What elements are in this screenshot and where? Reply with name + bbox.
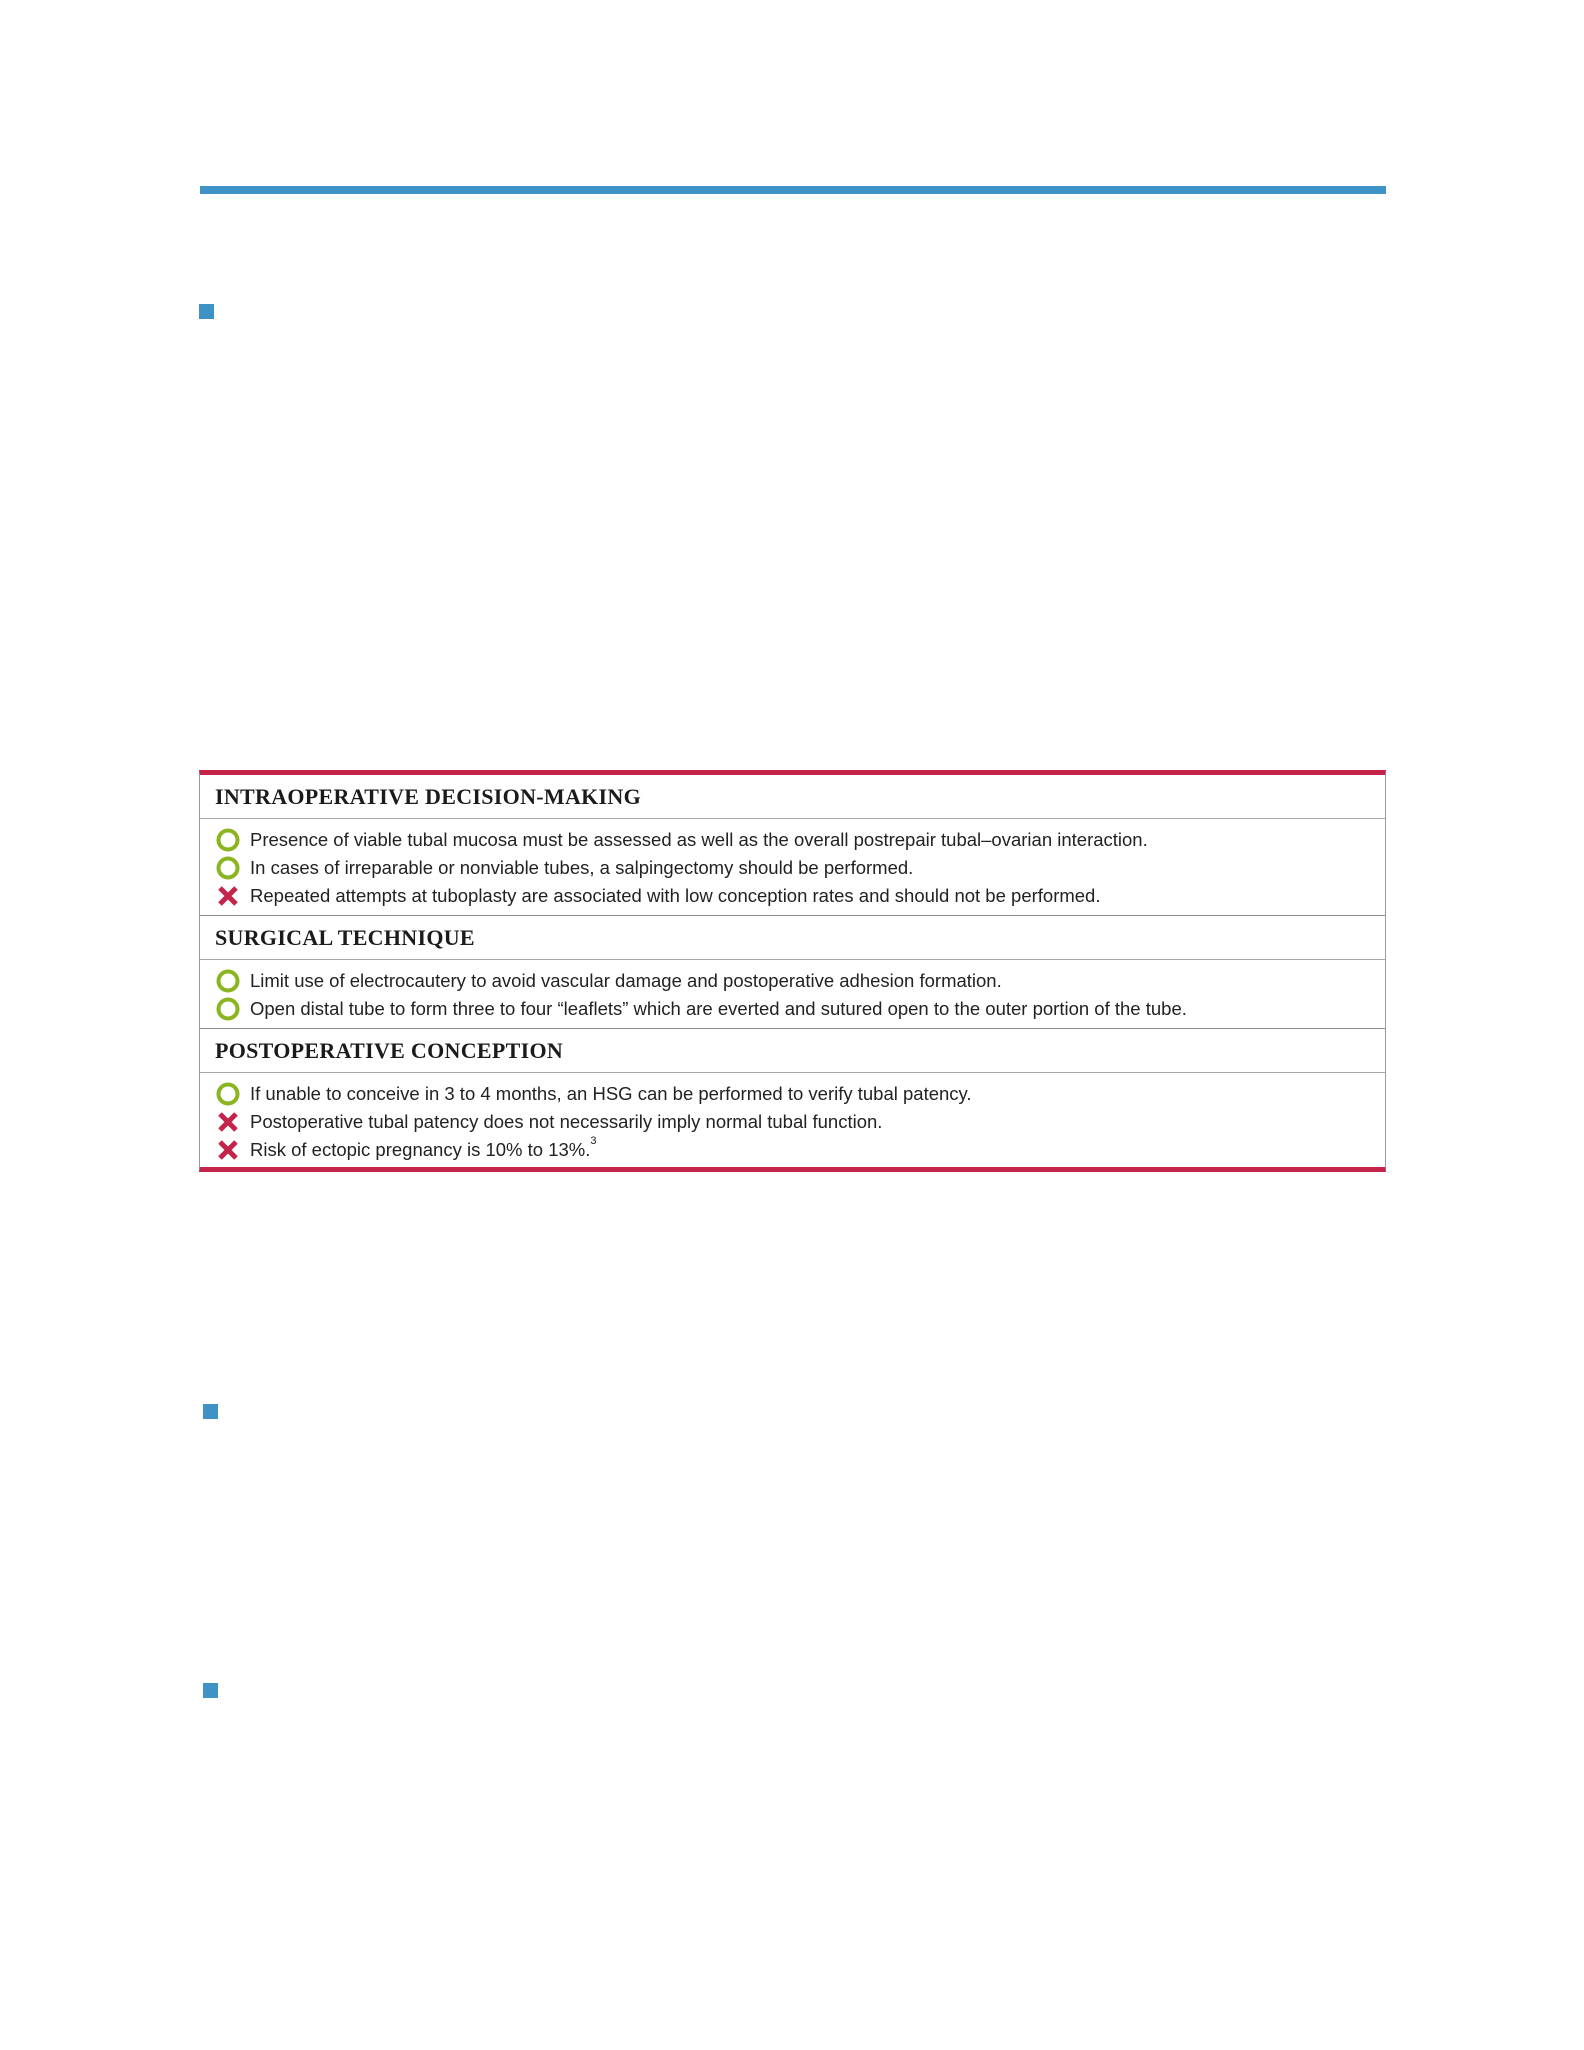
green-circle-icon bbox=[215, 968, 241, 994]
citation-superscript: 3 bbox=[590, 1135, 597, 1147]
list-item bbox=[200, 995, 1385, 1023]
item-text-main: Risk of ectopic pregnancy is 10% to 13%. bbox=[250, 1139, 591, 1160]
section-heading: SURGICAL TECHNIQUE bbox=[200, 916, 1385, 960]
item-text: Postoperative tubal patency does not necessarily imply normal tubal function. bbox=[250, 1111, 883, 1132]
list-item bbox=[200, 854, 1385, 882]
section-heading: INTRAOPERATIVE DECISION-MAKING bbox=[200, 775, 1385, 819]
red-x-icon bbox=[215, 883, 241, 909]
item-text bbox=[250, 1135, 597, 1161]
square-bullet-icon bbox=[199, 304, 214, 319]
section-body bbox=[200, 819, 1385, 916]
item-text: Limit use of electrocautery to avoid vascular damage and postoperative adhesion formation. bbox=[250, 970, 1002, 991]
section-heading: POSTOPERATIVE CONCEPTION bbox=[200, 1029, 1385, 1073]
item-text: Repeated attempts at tuboplasty are associated with low conception rates and should not be performed. bbox=[250, 885, 1101, 906]
green-circle-icon bbox=[215, 855, 241, 881]
red-x-icon bbox=[215, 1137, 241, 1163]
list-item bbox=[200, 882, 1385, 910]
top-rule bbox=[200, 186, 1386, 194]
item-text: Open distal tube to form three to four “leaflets” which are everted and sutured open to the outer portion of the tube. bbox=[250, 998, 1187, 1019]
list-item bbox=[200, 826, 1385, 854]
item-text: If unable to conceive in 3 to 4 months, an HSG can be performed to verify tubal patency. bbox=[250, 1083, 972, 1104]
list-item bbox=[200, 967, 1385, 995]
square-bullet-icon bbox=[203, 1404, 218, 1419]
list-item bbox=[200, 1136, 1385, 1164]
green-circle-icon bbox=[215, 996, 241, 1022]
item-text: In cases of irreparable or nonviable tubes, a salpingectomy should be performed. bbox=[250, 857, 914, 878]
green-circle-icon bbox=[215, 1081, 241, 1107]
section-body bbox=[200, 1073, 1385, 1167]
item-text: Presence of viable tubal mucosa must be assessed as well as the overall postrepair tubal–ovarian interaction. bbox=[250, 829, 1148, 850]
section-body bbox=[200, 960, 1385, 1029]
list-item bbox=[200, 1108, 1385, 1136]
red-x-icon bbox=[215, 1109, 241, 1135]
pearls-pitfalls-table bbox=[199, 770, 1386, 1172]
square-bullet-icon bbox=[203, 1683, 218, 1698]
list-item bbox=[200, 1080, 1385, 1108]
green-circle-icon bbox=[215, 827, 241, 853]
